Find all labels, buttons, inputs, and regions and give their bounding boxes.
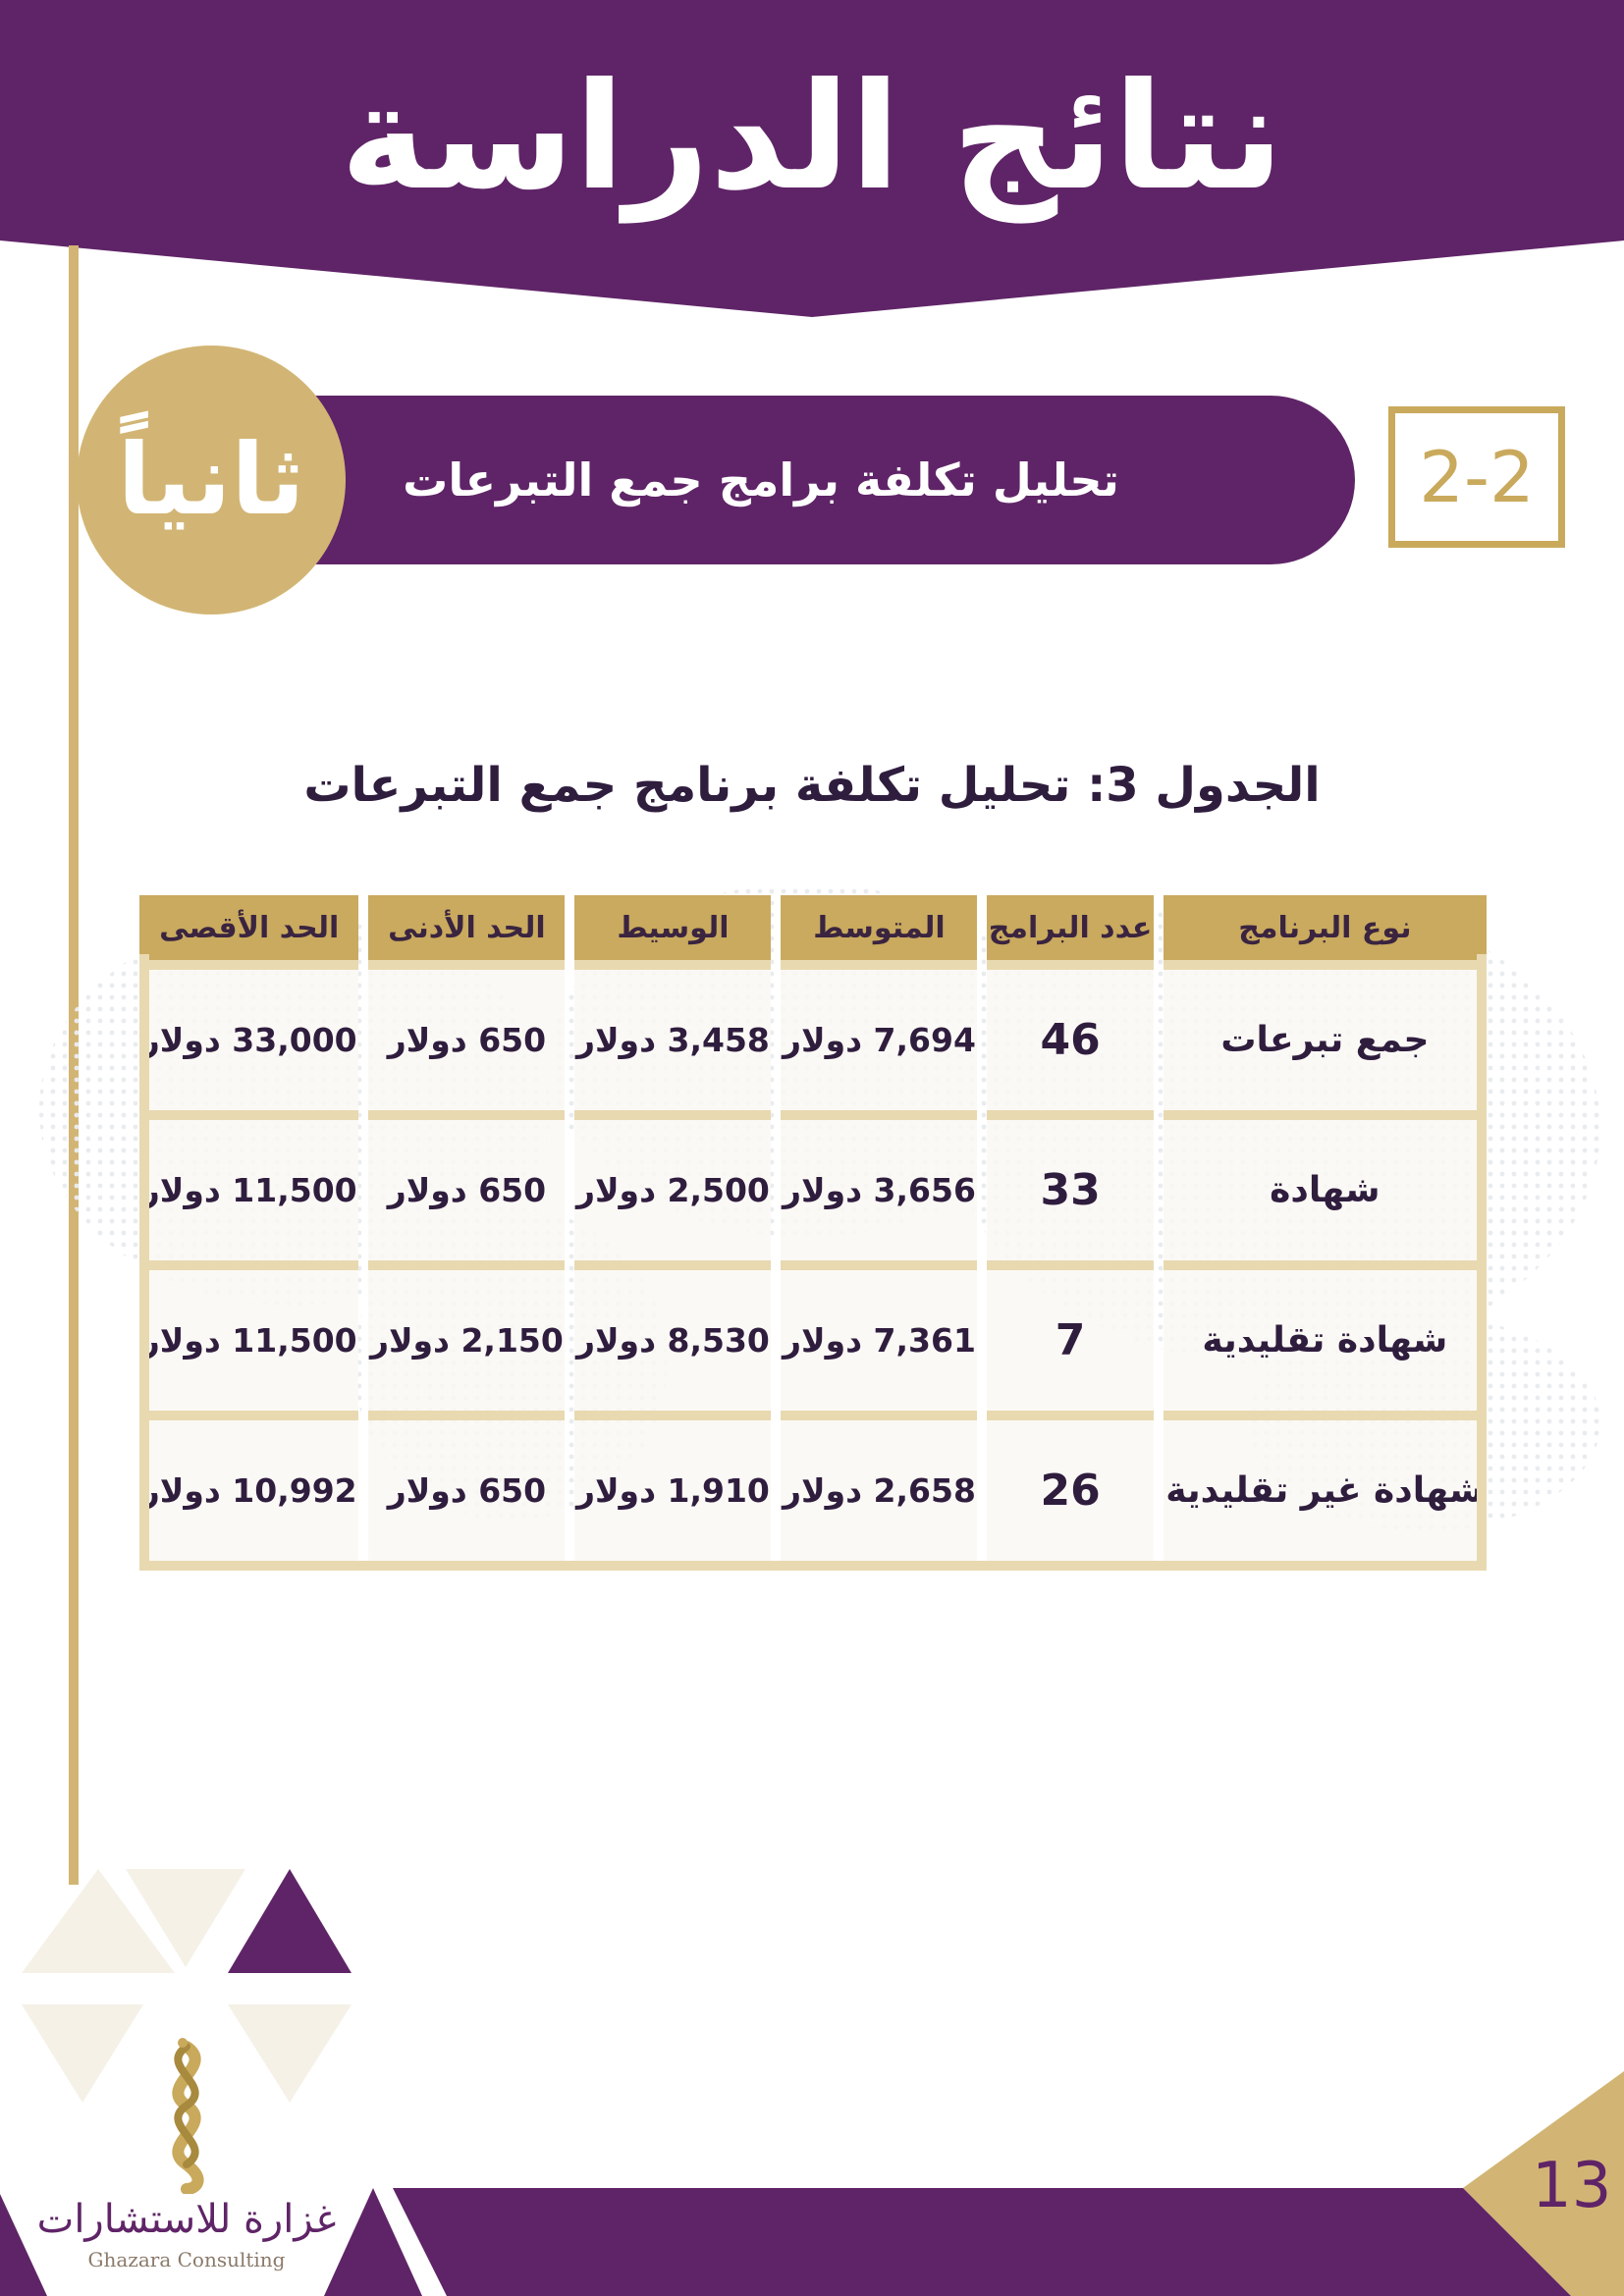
cell-average: 3,656 دولار [781,1120,977,1270]
cell-type: شهادة [1164,1120,1487,1270]
cell-median: 2,500 دولار [574,1120,771,1270]
cell-max: 33,000 دولار [139,970,358,1120]
table-row [139,970,1487,1120]
table-row [139,1120,1487,1270]
cell-average: 2,658 دولار [781,1420,977,1571]
page-number: 13 [1532,2150,1612,2222]
cell-min: 650 دولار [368,1120,565,1270]
cell-average: 7,361 دولار [781,1270,977,1420]
cell-type: جمع تبرعات [1164,970,1487,1120]
header-median: الوسيط [574,895,771,970]
logo-name: غزارة للاستشارات [36,2197,337,2242]
cell-median: 3,458 دولار [574,970,771,1120]
section-ordinal: ثانياً [117,422,305,537]
section-number: 2-2 [1419,436,1535,518]
cell-type: شهادة غير تقليدية [1164,1420,1487,1571]
cell-max: 10,992 دولار [139,1420,358,1571]
header-minimum: الحد الأدنى [368,895,565,970]
cell-count: 7 [987,1270,1153,1420]
logo-subtitle: Ghazara Consulting [87,2248,286,2271]
cell-count: 33 [987,1120,1153,1270]
cost-analysis-table [139,895,1487,1571]
table-header-row [139,895,1487,970]
cell-type: شهادة تقليدية [1164,1270,1487,1420]
cell-count: 26 [987,1420,1153,1571]
page-title: نتائج الدراسة [340,52,1284,223]
cell-max: 11,500 دولار [139,1120,358,1270]
cell-min: 650 دولار [368,1420,565,1571]
header-maximum: الحد الأقصى [139,895,358,970]
cell-count: 46 [987,970,1153,1120]
cell-average: 7,694 دولار [781,970,977,1120]
header-program-type: نوع البرنامج [1164,895,1487,970]
header-program-count: عدد البرامج [987,895,1153,970]
table-row [139,1270,1487,1420]
cell-median: 8,530 دولار [574,1270,771,1420]
table-row [139,1420,1487,1571]
cell-min: 2,150 دولار [368,1270,565,1420]
section-title: تحليل تكلفة برامج جمع التبرعات [403,454,1119,507]
cell-min: 650 دولار [368,970,565,1120]
cell-max: 11,500 دولار [139,1270,358,1420]
table-caption: الجدول 3: تحليل تكلفة برنامج جمع التبرعات [303,758,1321,813]
header-average: المتوسط [781,895,977,970]
cell-median: 1,910 دولار [574,1420,771,1571]
footer-band [0,2071,1624,2296]
